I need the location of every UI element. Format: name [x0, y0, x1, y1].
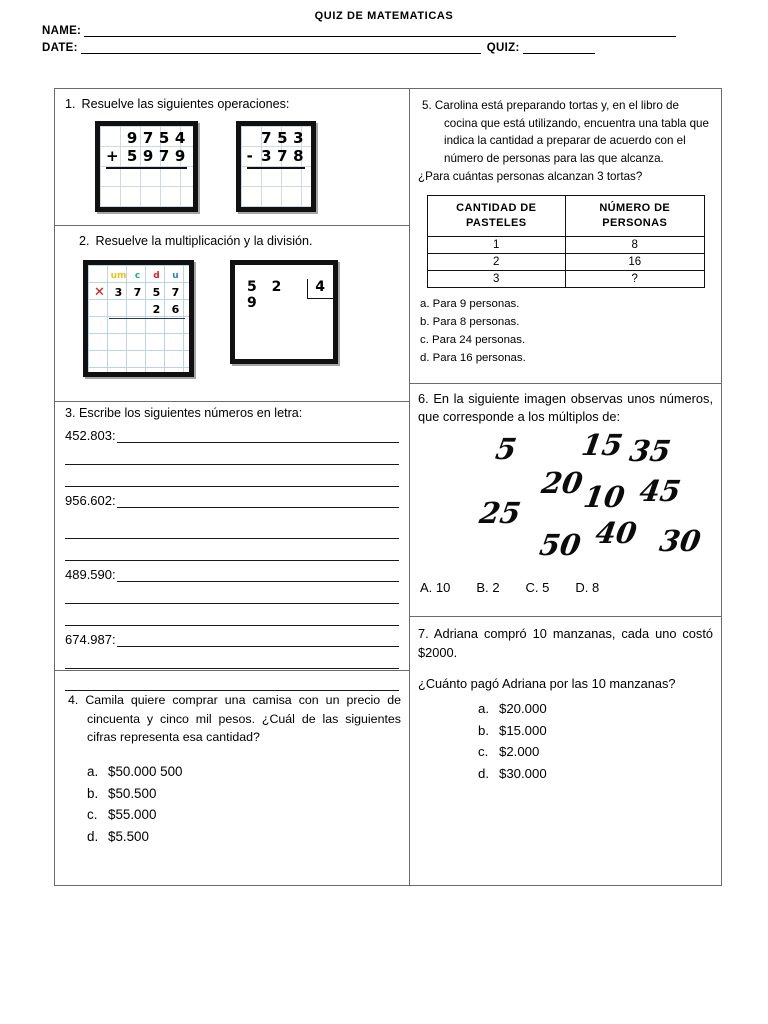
- cell-pasteles: 3: [427, 270, 566, 287]
- cell-personas: 8: [566, 236, 705, 253]
- question-4-options: [65, 761, 401, 848]
- option-label: $30.000: [499, 766, 547, 782]
- multiplier-row: [90, 301, 185, 318]
- option-c[interactable]: [87, 804, 401, 826]
- option-label: $20.000: [499, 700, 547, 716]
- digit: 7: [261, 129, 272, 148]
- option-key: B.: [476, 580, 489, 596]
- addition-box[interactable]: [95, 121, 198, 211]
- digit: 7: [171, 286, 180, 300]
- subtraction-bottom-row: [247, 148, 305, 166]
- header-u: u: [172, 270, 179, 281]
- option-d[interactable]: [87, 826, 401, 848]
- option-c[interactable]: [478, 741, 713, 763]
- question-5-prompt: [418, 97, 713, 167]
- option-key: C.: [525, 580, 539, 596]
- question-2-operation-boxes: [65, 260, 401, 377]
- option-key: d.: [87, 828, 99, 844]
- answer-line[interactable]: [117, 492, 399, 508]
- option-key: a.: [478, 700, 489, 716]
- digit: 5: [158, 129, 170, 148]
- answer-line[interactable]: [117, 427, 399, 443]
- scattered-number: 35: [627, 434, 674, 469]
- pasteles-table: [427, 195, 705, 288]
- division-divisor: 4: [307, 279, 333, 299]
- question-2-text: Resuelve la multiplicación y la división.: [95, 234, 313, 248]
- question-6-prompt: 6. En la siguiente imagen observas unos números, que corresponde a los múltiplos de:: [418, 391, 713, 425]
- option-label: $15.000: [499, 722, 547, 738]
- scattered-number: 30: [657, 524, 704, 559]
- option-d[interactable]: [575, 580, 599, 595]
- subtraction-answer-space[interactable]: [247, 171, 305, 193]
- question-1-number: 1.: [65, 97, 76, 111]
- scattered-number: 40: [593, 516, 640, 551]
- answer-line[interactable]: [65, 465, 399, 487]
- table-row: [427, 253, 704, 270]
- digit: 9: [174, 146, 186, 165]
- option-a[interactable]: [420, 580, 450, 595]
- column-header-personas: NÚMERO DE PERSONAS: [566, 196, 705, 237]
- quiz-input-line[interactable]: [523, 42, 595, 54]
- answer-line[interactable]: [65, 539, 399, 561]
- date-label: DATE:: [42, 42, 78, 54]
- digit: 3: [114, 286, 123, 300]
- option-c[interactable]: [526, 580, 550, 595]
- minus-sign: -: [246, 146, 253, 165]
- digit: 7: [277, 146, 288, 165]
- option-d[interactable]: [478, 763, 713, 785]
- answer-line[interactable]: [65, 508, 399, 539]
- option-label: $50.500: [108, 785, 157, 801]
- option-c[interactable]: c. Para 24 personas.: [420, 333, 526, 346]
- question-3-item: [65, 561, 399, 626]
- addition-bottom-row: [106, 148, 187, 166]
- division-box[interactable]: [230, 260, 338, 364]
- question-6-options: [418, 580, 713, 595]
- quiz-label: QUIZ:: [486, 42, 520, 54]
- multiplication-answer-space[interactable]: [90, 336, 185, 353]
- digit: 5: [126, 146, 138, 165]
- question-7-prompt: 7. Adriana compró 10 manzanas, cada uno costó $2000.: [418, 626, 713, 660]
- subtraction-top-row: [247, 130, 305, 148]
- digit: 9: [126, 129, 138, 148]
- option-label: $55.000: [108, 807, 157, 823]
- answer-line[interactable]: [117, 631, 399, 647]
- scattered-number: 50: [537, 528, 584, 563]
- digit: 5: [152, 286, 161, 300]
- multiples-image: [418, 428, 713, 580]
- digit: 7: [158, 146, 170, 165]
- division-dividend: 5 2 9: [247, 279, 287, 312]
- cell-personas: ?: [566, 270, 705, 287]
- name-label: NAME:: [42, 25, 82, 37]
- option-key: D.: [575, 580, 589, 596]
- option-a[interactable]: a. Para 9 personas.: [420, 297, 520, 310]
- name-field-row: [42, 25, 676, 37]
- quiz-sheet: [54, 88, 722, 886]
- question-5-options: [418, 295, 713, 367]
- answer-line[interactable]: [117, 566, 399, 582]
- date-field-row: [42, 42, 595, 54]
- multiplication-answer-space[interactable]: [90, 319, 185, 336]
- question-4: [55, 671, 409, 854]
- option-d[interactable]: d. Para 16 personas.: [420, 351, 526, 364]
- answer-line[interactable]: [65, 582, 399, 604]
- digit: 5: [277, 129, 288, 148]
- place-value-headers: [90, 267, 185, 284]
- option-label: 8: [592, 580, 600, 596]
- date-input-line[interactable]: [81, 42, 481, 54]
- question-2: [55, 226, 409, 402]
- question-7-question: ¿Cuánto pagó Adriana por las 10 manzanas?: [418, 676, 676, 692]
- answer-line[interactable]: [65, 443, 399, 465]
- question-1: [55, 89, 409, 226]
- question-4-number: 4.: [68, 693, 79, 707]
- option-a[interactable]: [87, 761, 401, 783]
- digit: 7: [133, 286, 142, 300]
- subtraction-rule: [247, 167, 305, 169]
- question-2-number: 2.: [79, 234, 90, 248]
- digit: 3: [261, 146, 272, 165]
- question-1-prompt: [65, 95, 401, 113]
- right-column: [410, 89, 721, 885]
- option-key: c.: [87, 807, 98, 823]
- multiplication-box[interactable]: [83, 260, 194, 377]
- question-4-text: Camila quiere comprar una camisa con un precio de cincuenta y cinco mil pesos. ¿Cuál de las siguientes cifras representa esa cantidad?: [85, 693, 401, 745]
- question-5-question: ¿Para cuántas personas alcanzan 3 tortas?: [418, 170, 643, 184]
- addition-rule: [106, 167, 187, 169]
- table-row: [427, 236, 704, 253]
- addition-top-row: [106, 130, 187, 148]
- page-title: QUIZ DE MATEMATICAS: [314, 10, 454, 22]
- option-b[interactable]: [476, 580, 499, 595]
- digit: 3: [293, 129, 304, 148]
- multiplicand-row: [90, 284, 185, 301]
- option-label: 5: [542, 580, 550, 596]
- digit: 8: [293, 146, 304, 165]
- left-column: [55, 89, 410, 885]
- multiply-sign: ✕: [94, 285, 105, 301]
- header-d: d: [153, 270, 160, 281]
- digit: 2: [152, 303, 161, 317]
- option-key: b.: [87, 785, 99, 801]
- question-7: [410, 617, 721, 785]
- option-label: 10: [435, 580, 451, 596]
- header-um: um: [110, 270, 127, 281]
- subtraction-box[interactable]: [236, 121, 316, 211]
- table-row: [427, 270, 704, 287]
- option-label: $5.500: [108, 828, 149, 844]
- question-7-options: [418, 698, 713, 786]
- table-header-row: [427, 196, 704, 237]
- question-3-number-label: 956.602:: [65, 493, 116, 508]
- scattered-number: 20: [539, 466, 586, 501]
- digit: 6: [171, 303, 180, 317]
- column-header-pasteles: CANTIDAD DE PASTELES: [427, 196, 566, 237]
- question-3: [55, 402, 409, 671]
- digit: 7: [142, 129, 154, 148]
- name-input-line[interactable]: [84, 25, 676, 37]
- question-1-operation-boxes: [65, 121, 401, 211]
- scattered-number: 5: [493, 432, 519, 467]
- question-3-number-label: 489.590:: [65, 567, 116, 582]
- plus-sign: +: [106, 146, 119, 165]
- question-5-text: Carolina está preparando tortas y, en el libro de cocina que está utilizando, encuentra una tabla que indica la cantidad a preparar de acuerdo con el número de personas para las que alcanza.: [434, 99, 709, 165]
- option-key: a.: [87, 763, 99, 779]
- option-key: c.: [478, 744, 489, 760]
- scattered-number: 45: [637, 474, 684, 509]
- option-b[interactable]: [478, 720, 713, 742]
- cell-personas: 16: [566, 253, 705, 270]
- question-1-text: Resuelve las siguientes operaciones:: [81, 97, 290, 111]
- answer-line[interactable]: [65, 604, 399, 626]
- question-3-item: [65, 487, 399, 561]
- option-key: d.: [478, 766, 489, 782]
- question-6: [410, 384, 721, 617]
- option-key: b.: [478, 722, 489, 738]
- header-c: c: [134, 270, 141, 281]
- question-5-number: 5.: [422, 99, 432, 112]
- question-3-number-label: 452.803:: [65, 428, 116, 443]
- option-label: $2.000: [499, 744, 540, 760]
- addition-answer-space[interactable]: [106, 171, 187, 193]
- option-b[interactable]: [87, 783, 401, 805]
- digit: 9: [142, 146, 154, 165]
- option-key: A.: [420, 580, 433, 596]
- cell-pasteles: 2: [427, 253, 566, 270]
- question-3-prompt: 3. Escribe los siguientes números en letra:: [65, 406, 303, 420]
- question-3-item: [65, 422, 399, 487]
- digit: 4: [174, 129, 186, 148]
- option-b[interactable]: b. Para 8 personas.: [420, 315, 520, 328]
- cell-pasteles: 1: [427, 236, 566, 253]
- scattered-number: 10: [581, 480, 628, 515]
- option-label: $50.000 500: [108, 763, 183, 779]
- multiplication-answer-space[interactable]: [90, 353, 185, 370]
- scattered-number: 25: [477, 496, 524, 531]
- scattered-number: 15: [579, 428, 626, 463]
- option-label: 2: [492, 580, 500, 596]
- question-4-prompt: [65, 691, 401, 747]
- question-5: [410, 89, 721, 384]
- option-a[interactable]: [478, 698, 713, 720]
- answer-line[interactable]: [65, 647, 399, 669]
- question-3-number-label: 674.987:: [65, 632, 116, 647]
- question-2-prompt: [65, 232, 401, 250]
